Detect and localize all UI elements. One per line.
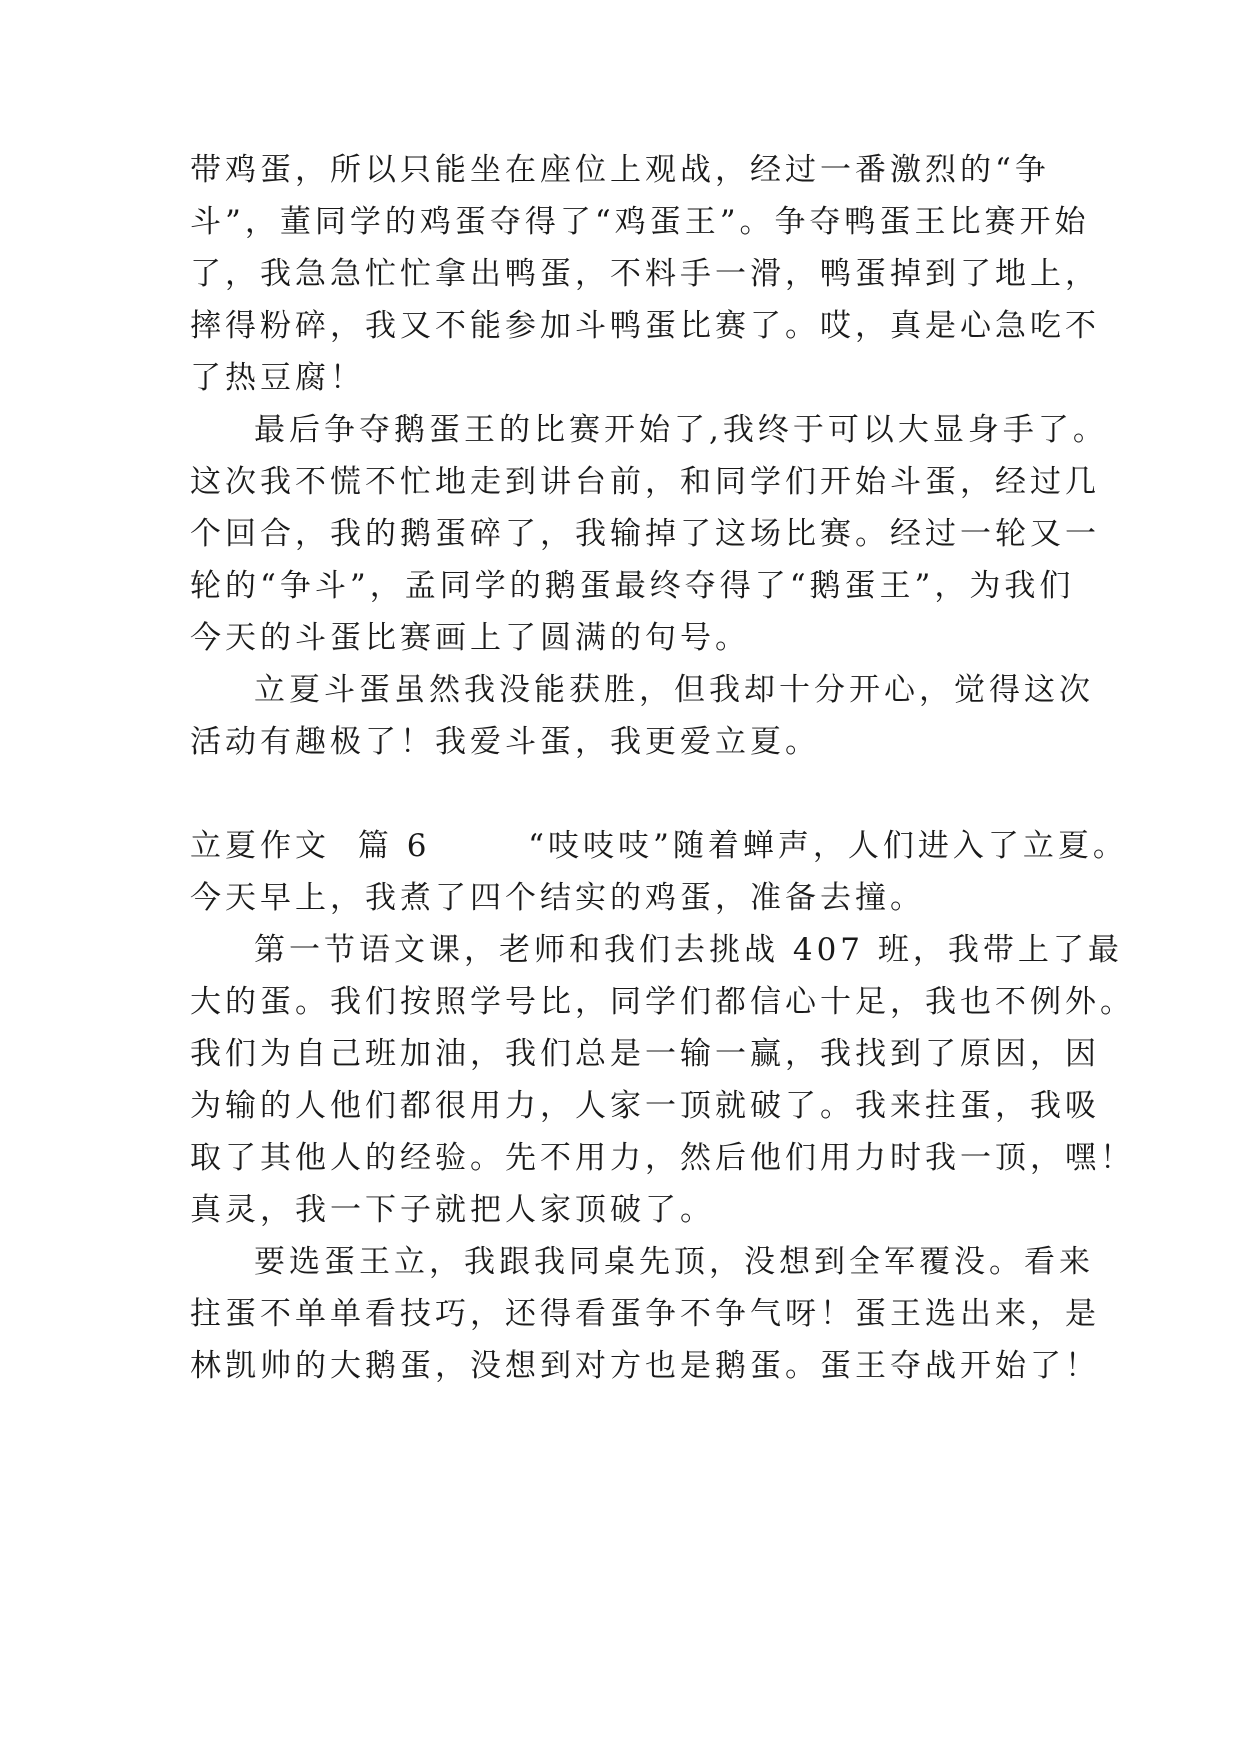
text-line: 摔得粉碎，我又不能参加斗鸭蛋比赛了。哎，真是心急吃不 xyxy=(190,308,1100,344)
text-line: 林凯帅的大鹅蛋，没想到对方也是鹅蛋。蛋王夺战开始了！ xyxy=(190,1348,1100,1384)
text-line: 拄蛋不单单看技巧，还得看蛋争不争气呀！蛋王选出来，是 xyxy=(190,1296,1100,1332)
text-line: 个回合，我的鹅蛋碎了，我输掉了这场比赛。经过一轮又一 xyxy=(190,516,1100,552)
text-line: 第一节语文课，老师和我们去挑战 407 班，我带上了最 xyxy=(254,932,1123,968)
section-heading xyxy=(190,826,1128,866)
text-line: 活动有趣极了！我爱斗蛋，我更爱立夏。 xyxy=(190,724,820,760)
text-line: 要选蛋王立，我跟我同桌先顶，没想到全军覆没。看来 xyxy=(254,1244,1094,1280)
text-line: 今天早上，我煮了四个结实的鸡蛋，准备去撞。 xyxy=(190,880,925,916)
text-line: 最后争夺鹅蛋王的比赛开始了,我终于可以大显身手了。 xyxy=(254,412,1108,448)
text-line: 带鸡蛋，所以只能坐在座位上观战，经过一番激烈的“争 xyxy=(190,152,1050,188)
text-line: 了热豆腐！ xyxy=(190,360,365,396)
text-line: 为输的人他们都很用力，人家一顶就破了。我来拄蛋，我吸 xyxy=(190,1088,1100,1124)
text-line: 取了其他人的经验。先不用力，然后他们用力时我一顶，嘿！ xyxy=(190,1140,1135,1176)
text-line: 这次我不慌不忙地走到讲台前，和同学们开始斗蛋，经过几 xyxy=(190,464,1100,500)
section-title: 立夏作文 xyxy=(190,828,330,864)
text-line: 了，我急急忙忙拿出鸭蛋，不料手一滑，鸭蛋掉到了地上， xyxy=(190,256,1100,292)
text-line: 立夏斗蛋虽然我没能获胜，但我却十分开心，觉得这次 xyxy=(254,672,1094,708)
section-number: 篇 6 xyxy=(357,828,431,864)
text-line: 斗”，董同学的鸡蛋夺得了“鸡蛋王”。争夺鸭蛋王比赛开始 xyxy=(190,204,1090,240)
text-line: 大的蛋。我们按照学号比，同学们都信心十足，我也不例外。 xyxy=(190,984,1135,1020)
text-line: 真灵，我一下子就把人家顶破了。 xyxy=(190,1192,715,1228)
section-first-sentence: “吱吱吱”随着蝉声，人们进入了立夏。 xyxy=(528,828,1128,864)
text-line: 我们为自己班加油，我们总是一输一赢，我找到了原因，因 xyxy=(190,1036,1100,1072)
text-line: 今天的斗蛋比赛画上了圆满的句号。 xyxy=(190,620,750,656)
text-line: 轮的“争斗”，孟同学的鹅蛋最终夺得了“鹅蛋王”，为我们 xyxy=(190,568,1075,604)
